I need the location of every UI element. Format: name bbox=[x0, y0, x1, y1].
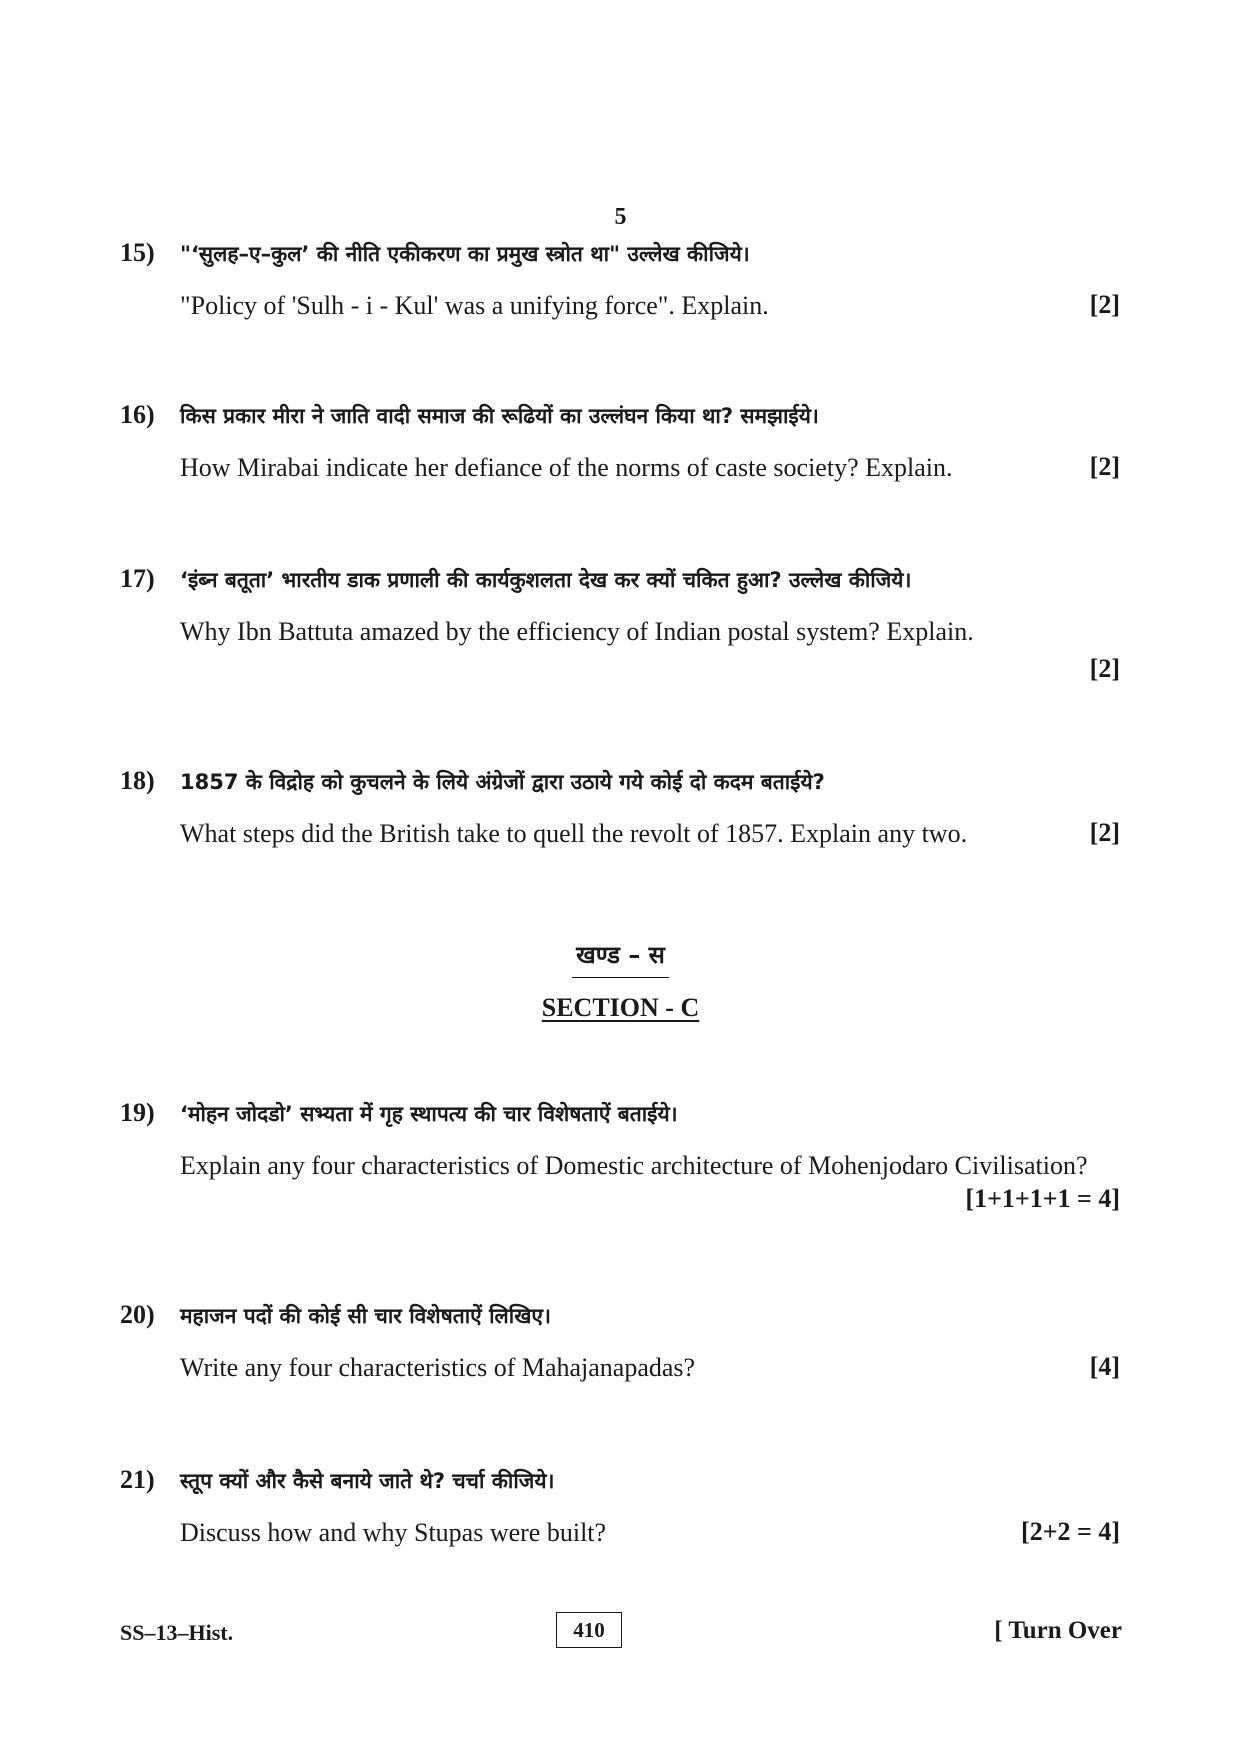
question-marks: [1+1+1+1 = 4] bbox=[965, 1184, 1120, 1213]
question-text-english: Write any four characteristics of Mahajanapadas? bbox=[180, 1353, 696, 1382]
question-text-english: "Policy of 'Sulh - i - Kul' was a unifying force". Explain. bbox=[180, 291, 769, 320]
page-code-box: 410 bbox=[556, 1612, 622, 1648]
question-16 bbox=[120, 400, 1120, 490]
question-text-hindi: 1857 के विद्रोह को कुचलने के लिये अंग्रेजों द्वारा उठाये गये कोई दो कदम बताईये? bbox=[180, 770, 825, 794]
question-text-hindi: स्तूप क्यों और कैसे बनाये जाते थे? चर्चा कीजिये। bbox=[180, 1469, 555, 1493]
question-text-english: How Mirabai indicate her defiance of the norms of caste society? Explain. bbox=[180, 453, 953, 482]
question-17 bbox=[120, 564, 1120, 694]
section-heading-english: SECTION - C bbox=[541, 993, 700, 1022]
question-15 bbox=[120, 238, 1120, 328]
question-marks: [2] bbox=[1089, 452, 1120, 481]
question-text-english: Why Ibn Battuta amazed by the efficiency of Indian postal system? Explain. bbox=[180, 617, 974, 646]
turn-over-label: [ Turn Over bbox=[994, 1617, 1122, 1644]
question-18 bbox=[120, 766, 1120, 856]
question-text-hindi: "‘सुलह–ए–कुल’ की नीति एकीकरण का प्रमुख स्त्रोत था" उल्लेख कीजिये। bbox=[180, 242, 750, 266]
question-number: 17) bbox=[120, 564, 155, 593]
question-marks: [2] bbox=[1089, 654, 1120, 683]
question-20 bbox=[120, 1300, 1120, 1390]
page-number: 5 bbox=[614, 204, 627, 230]
question-marks: [2] bbox=[1089, 290, 1120, 319]
paper-code: SS–13–Hist. bbox=[120, 1620, 234, 1645]
question-number: 16) bbox=[120, 400, 155, 429]
question-number: 18) bbox=[120, 766, 155, 795]
section-heading-hindi: खण्ड – स bbox=[0, 938, 1241, 971]
question-number: 21) bbox=[120, 1465, 155, 1494]
question-marks: [2+2 = 4] bbox=[1021, 1517, 1120, 1546]
question-text-hindi: किस प्रकार मीरा ने जाति वादी समाज की रूढियों का उल्लंघन किया था? समझाईये। bbox=[180, 404, 819, 428]
question-text-english: Explain any four characteristics of Domestic architecture of Mohenjodaro Civilisation? bbox=[180, 1151, 1088, 1180]
question-number: 15) bbox=[120, 238, 155, 267]
question-text-english: What steps did the British take to quell the revolt of 1857. Explain any two. bbox=[180, 819, 968, 848]
question-marks: [2] bbox=[1089, 818, 1120, 847]
question-19 bbox=[120, 1098, 1120, 1228]
question-text-hindi: ‘मोहन जोदडो’ सभ्यता में गृह स्थापत्य की चार विशेषताऐं बताईये। bbox=[180, 1102, 678, 1126]
question-text-english: Discuss how and why Stupas were built? bbox=[180, 1518, 607, 1547]
question-text-hindi: महाजन पदों की कोई सी चार विशेषताऐं लिखिए। bbox=[180, 1304, 551, 1328]
question-number: 20) bbox=[120, 1300, 155, 1329]
question-21 bbox=[120, 1465, 1120, 1555]
question-number: 19) bbox=[120, 1098, 155, 1127]
question-marks: [4] bbox=[1089, 1352, 1120, 1381]
question-text-hindi: ‘इंब्न बतूता’ भारतीय डाक प्रणाली की कार्यकुशलता देख कर क्यों चकित हुआ? उल्लेख कीजिये। bbox=[180, 568, 912, 592]
